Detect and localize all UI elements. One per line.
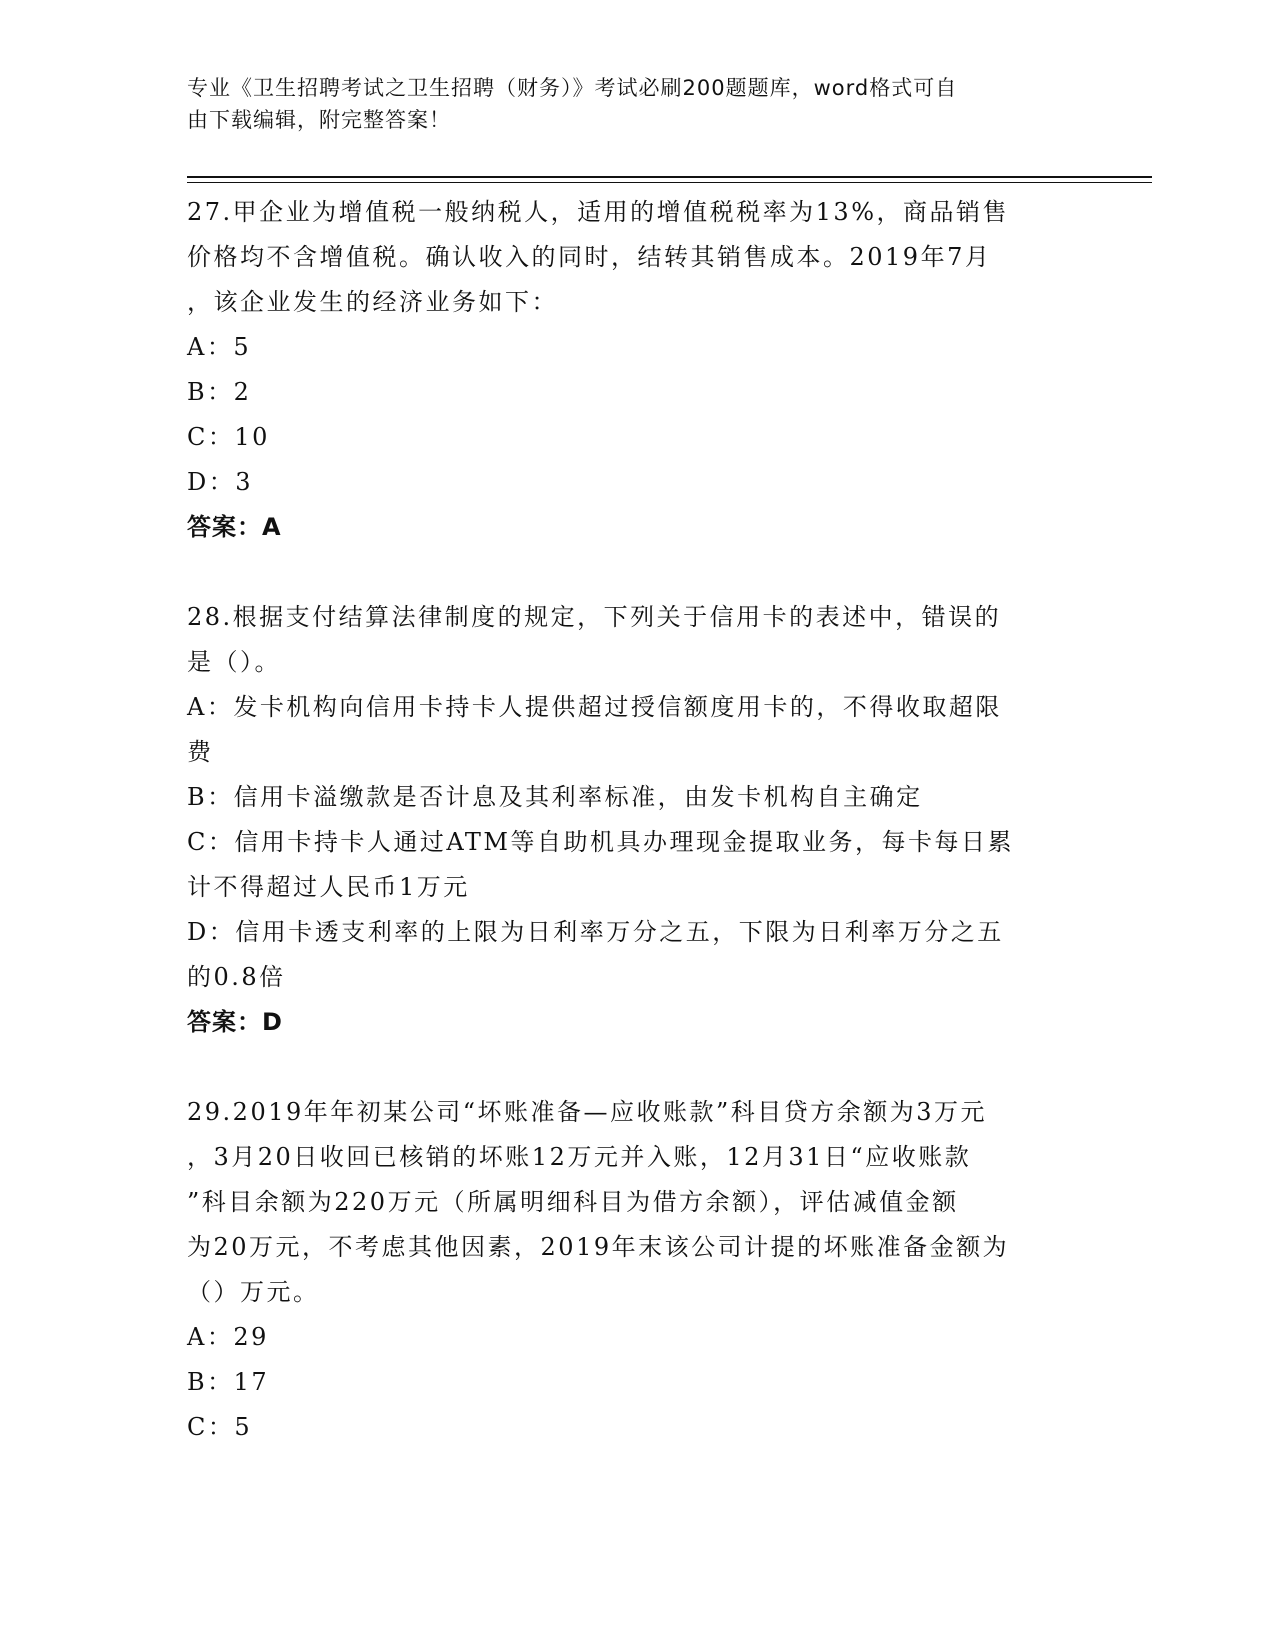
question-list [187, 190, 1087, 1450]
option-c-continuation: 计不得超过人民币1万元 [187, 873, 470, 901]
answer-label: 答案：D [187, 1008, 283, 1036]
question-stem-line: 29.2019年年初某公司“坏账准备—应收账款”科目贷方余额为3万元 [187, 1098, 988, 1126]
option-d: D：信用卡透支利率的上限为日利率万分之五，下限为日利率万分之五 [187, 918, 1004, 946]
option-b: B：信用卡溢缴款是否计息及其利率标准，由发卡机构自主确定 [187, 783, 923, 811]
option-c: C：10 [187, 423, 270, 451]
question-stem-line: 价格均不含增值税。确认收入的同时，结转其销售成本。2019年7月 [187, 243, 992, 271]
header-line-1: 专业《卫生招聘考试之卫生招聘（财务）》考试必刷200题题库，word格式可自 [187, 76, 958, 100]
option-c: C：5 [187, 1413, 253, 1441]
question-stem-line: 为20万元，不考虑其他因素，2019年末该公司计提的坏账准备金额为 [187, 1233, 1010, 1261]
option-b: B：2 [187, 378, 252, 406]
question-stem-line: （）万元。 [187, 1278, 320, 1306]
question-spacer [187, 1045, 1087, 1090]
question-stem-line: 28.根据支付结算法律制度的规定，下列关于信用卡的表述中，错误的 [187, 603, 1002, 631]
question-spacer [187, 550, 1087, 595]
option-d-continuation: 的0.8倍 [187, 963, 286, 991]
option-a-continuation: 费 [187, 738, 214, 766]
question-stem-line: ，3月20日收回已核销的坏账12万元并入账，12月31日“应收账款 [187, 1143, 972, 1171]
question-stem-line: ，该企业发生的经济业务如下： [187, 288, 558, 316]
option-a: A：5 [187, 333, 252, 361]
option-c: C：信用卡持卡人通过ATM等自助机具办理现金提取业务，每卡每日累 [187, 828, 1014, 856]
header-line-2: 由下载编辑，附完整答案！ [187, 108, 451, 132]
option-a: A：发卡机构向信用卡持卡人提供超过授信额度用卡的，不得收取超限 [187, 693, 1002, 721]
question-stem-line: 27.甲企业为增值税一般纳税人，适用的增值税税率为13%，商品销售 [187, 198, 1010, 226]
header-divider-thick [187, 176, 1152, 178]
question-stem-line: ”科目余额为220万元（所属明细科目为借方余额），评估减值金额 [187, 1188, 959, 1216]
question-stem-line: 是（）。 [187, 648, 281, 676]
header-divider-thin [187, 182, 1152, 183]
option-d: D：3 [187, 468, 254, 496]
question-27 [187, 190, 1087, 550]
question-29 [187, 1090, 1087, 1450]
option-a: A：29 [187, 1323, 269, 1351]
option-b: B：17 [187, 1368, 270, 1396]
document-header [187, 72, 1087, 136]
answer-label: 答案：A [187, 513, 282, 541]
question-28 [187, 595, 1087, 1045]
